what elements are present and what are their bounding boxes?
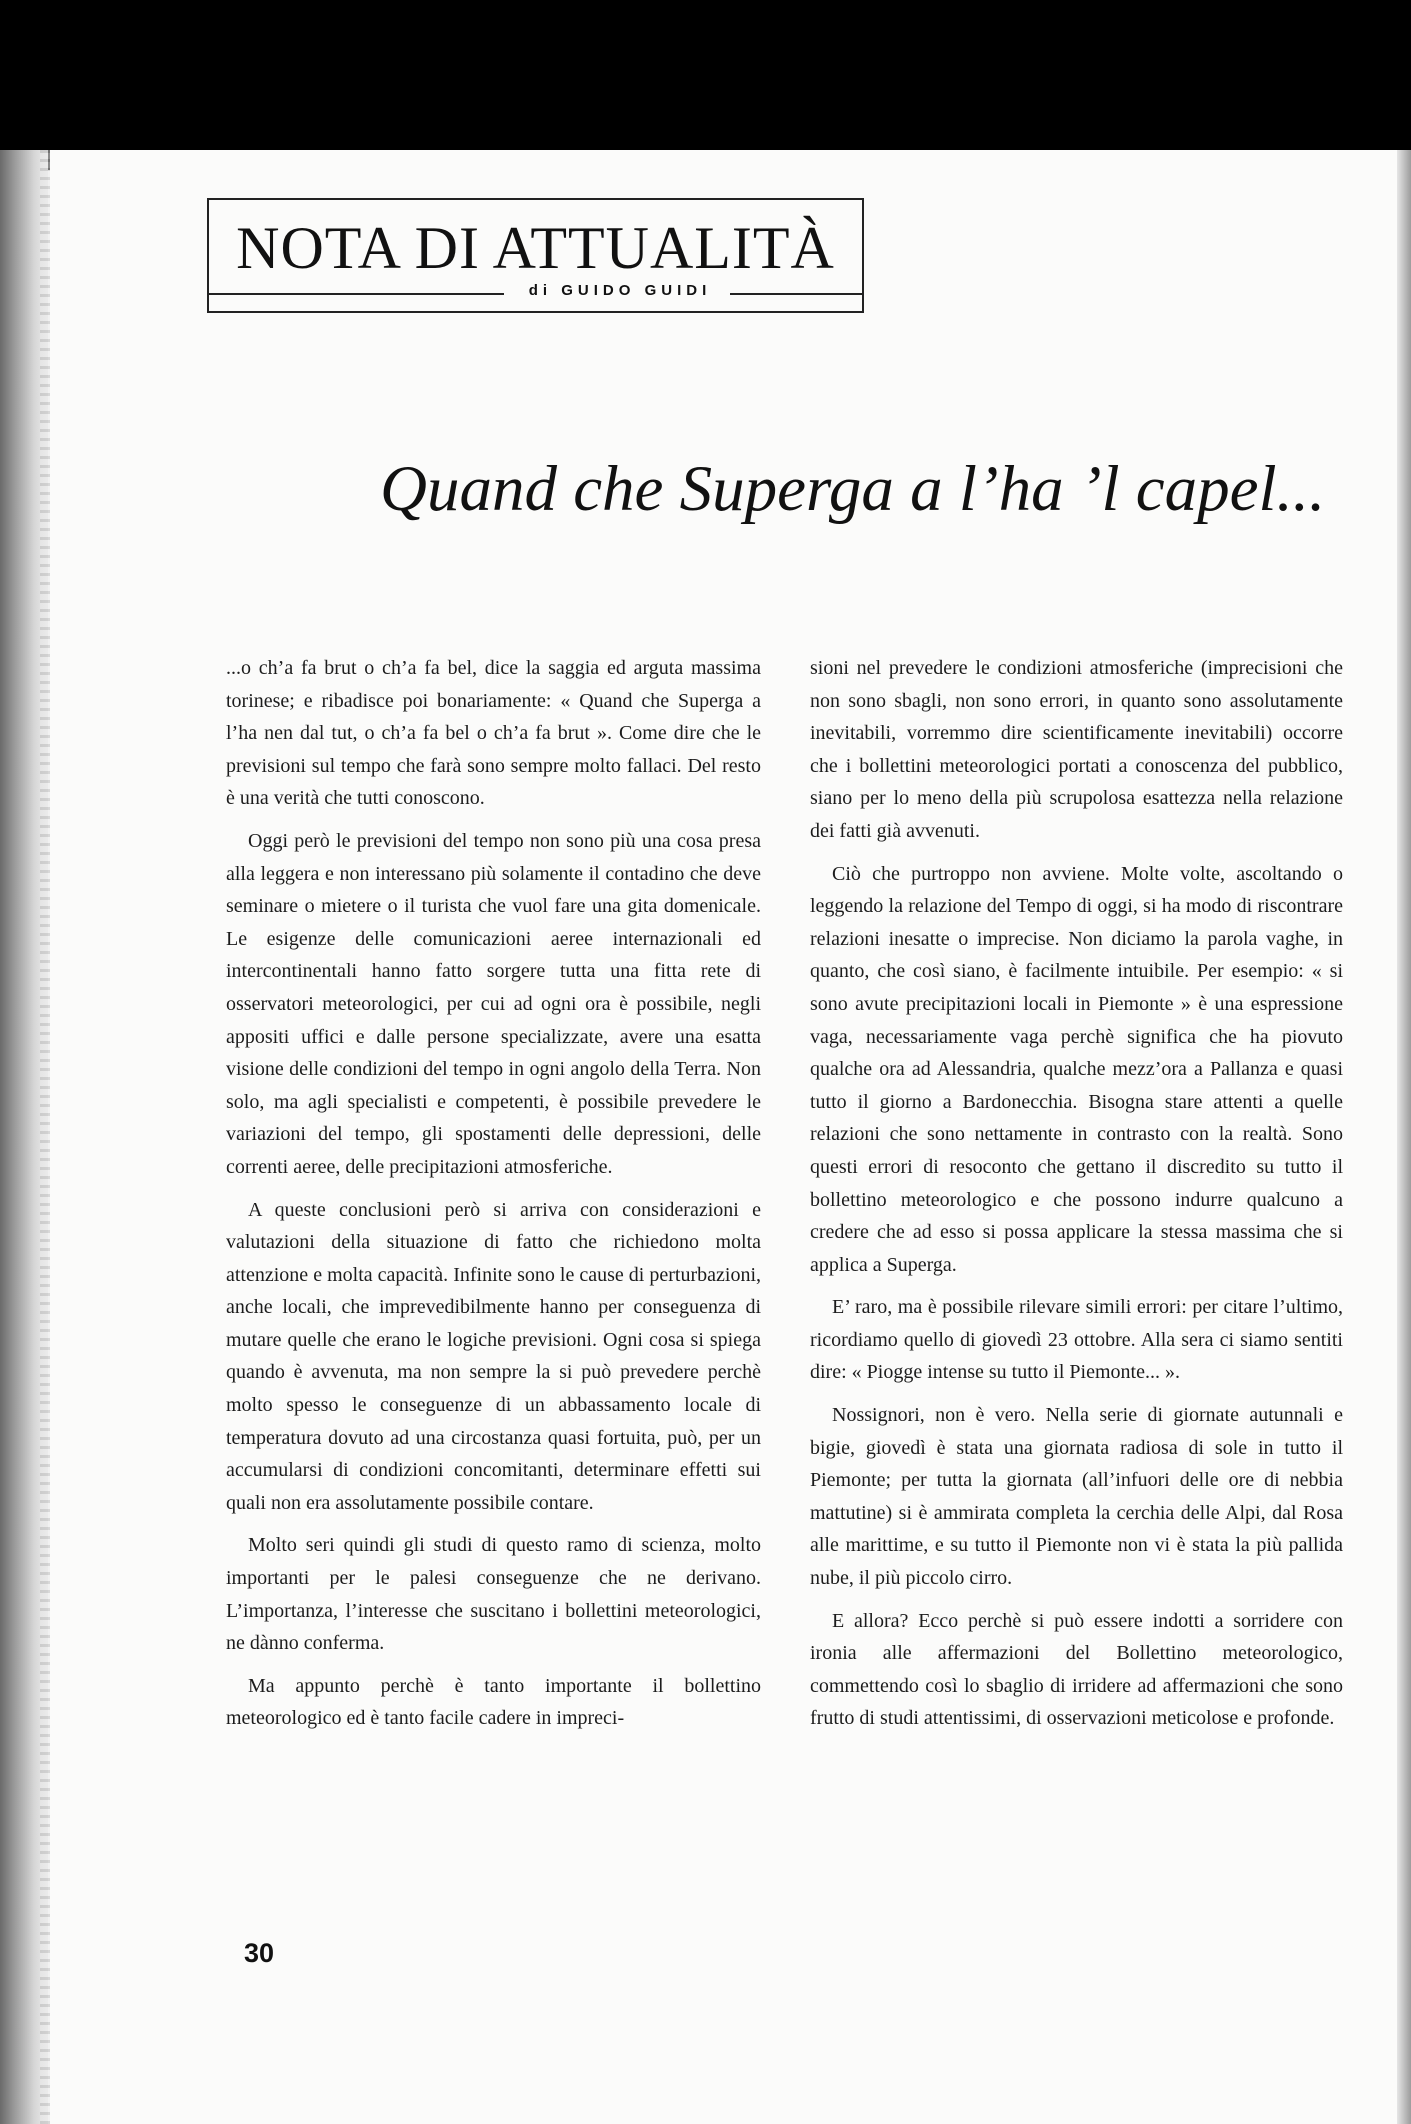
article-title: Quand che Superga a l’ha ’l capel... [380, 453, 1326, 525]
paragraph: sioni nel prevedere le condizioni atmosferiche (imprecisioni che non sono sbagli, non sono errori, in quanto sono assolutamente inevitabili, vorremmo dire scientificamente inevitabili) occorre che i bollettini meteorologici portati a conoscenza del pubblico, siano per lo meno della più scrupolosa esattezza nella relazione dei fatti già avvenuti. [810, 657, 1343, 842]
scan-border-right [1397, 150, 1411, 2124]
paragraph: ...o ch’a fa brut o ch’a fa bel, dice la saggia ed arguta massima torinese; e ribadisce poi bonariamente: « Quand che Superga a l’ha nen dal tut, o ch’a fa bel o ch’a fa brut ». Come dire che le previsioni sul tempo che farà sono sempre molto fallaci. Del resto è una verità che tutti conoscono. [226, 657, 761, 810]
section-header-box [207, 198, 864, 313]
paragraph: Ciò che purtroppo non avviene. Molte volte, ascoltando o leggendo la relazione del Tempo di oggi, si ha modo di riscontrare relazioni inesatte o imprecise. Non diciamo la parola vaghe, in quanto, che così siano, è facilmente intuibile. Per esempio: « si sono avute precipitazioni locali in Piemonte » è una espressione vaga, necessariamente vaga perchè significa che ha piovuto qualche ora ad Alessandria, qualche mezz’ora a Pallanza e quasi tutto il giorno a Bardonecchia. Bisogna stare attenti a quelle relazioni che sono nettamente in contrasto con la realtà. Sono questi errori di resoconto che gettano il discredito su tutto il bollettino meteorologico e che possono indurre qualcuno a credere che ad esso si possa applicare la stessa massima che si applica a Superga. [810, 862, 1343, 1276]
byline: di GUIDO GUIDI [528, 282, 712, 299]
paragraph: Molto seri quindi gli studi di questo ramo di scienza, molto importanti per le palesi conseguenze che ne derivano. L’importanza, l’interesse che suscitano i bollettini meteorologici, ne dànno conferma. [226, 1534, 761, 1655]
page-number: 30 [244, 1938, 275, 1968]
byline-rule-right [730, 293, 862, 295]
paragraph: E allora? Ecco perchè si può essere indotti a sorridere con ironia alle affermazioni del Bollettino meteorologico, commettendo così lo sbaglio di irridere ad affermazioni che sono frutto di studi attentissimi, di osservazioni meticolose e profonde. [810, 1609, 1343, 1730]
paragraph: E’ raro, ma è possibile rilevare simili errori: per citare l’ultimo, ricordiamo quello di giovedì 23 ottobre. Alla sera ci siamo sentiti dire: « Piogge intense su tutto il Piemonte... ». [810, 1296, 1343, 1384]
paragraph: Oggi però le previsioni del tempo non sono più una cosa presa alla leggera e non interessano più solamente il contadino che deve seminare o mietere o il turista che vuol fare una gita domenicale. Le esigenze delle comunicazioni aeree internazionali ed intercontinentali hanno fatto sorgere tutta una fitta rete di osservatori meteorologici, per cui ad ogni ora è possibile, negli appositi uffici e dalle persone specializzate, avere una esatta visione delle condizioni del tempo in ogni angolo della Terra. Non solo, ma agli specialisti e competenti, è possibile prevedere le variazioni del tempo, gli spostamenti delle depressioni, delle correnti aeree, delle precipitazioni atmosferiche. [226, 829, 761, 1178]
paragraph: Ma appunto perchè è tanto importante il bollettino meteorologico ed è tanto facile cadere in impreci- [226, 1674, 761, 1730]
paragraph: Nossignori, non è vero. Nella serie di giornate autunnali e bigie, giovedì è stata una giornata radiosa di sole in tutto il Piemonte; per tutta la giornata (all’infuori delle ore di nebbia mattutine) si è ammirata completa la cerchia delle Alpi, dal Rosa alle marittime, e su tutto il Piemonte non vi è stata la più pallida nube, il più piccolo cirro. [810, 1404, 1343, 1590]
section-title: NOTA DI ATTUALITÀ [236, 215, 835, 281]
scan-binding-edge [40, 150, 50, 2124]
article-column-right [810, 652, 1343, 1735]
byline-row [209, 282, 862, 306]
article-column-left [226, 652, 761, 1735]
paragraph: A queste conclusioni però si arriva con considerazioni e valutazioni della situazione di fatto che richiedono molta attenzione e molta capacità. Infinite sono le cause di perturbazioni, anche locali, che imprevedibilmente hanno per conseguenza di mutare quelle che erano le logiche previsioni. Ogni cosa si spiega quando è avvenuta, ma non sempre la si può prevedere perchè molto spesso le conseguenze di un abbassamento locale di temperatura dovuto ad una circostanza quasi fortuita, può, per un accumularsi di condizioni concomitanti, determinare effetti sui quali non era assolutamente possibile contare. [226, 1198, 761, 1514]
scan-border-top [0, 0, 1411, 170]
byline-rule-left [209, 293, 504, 295]
